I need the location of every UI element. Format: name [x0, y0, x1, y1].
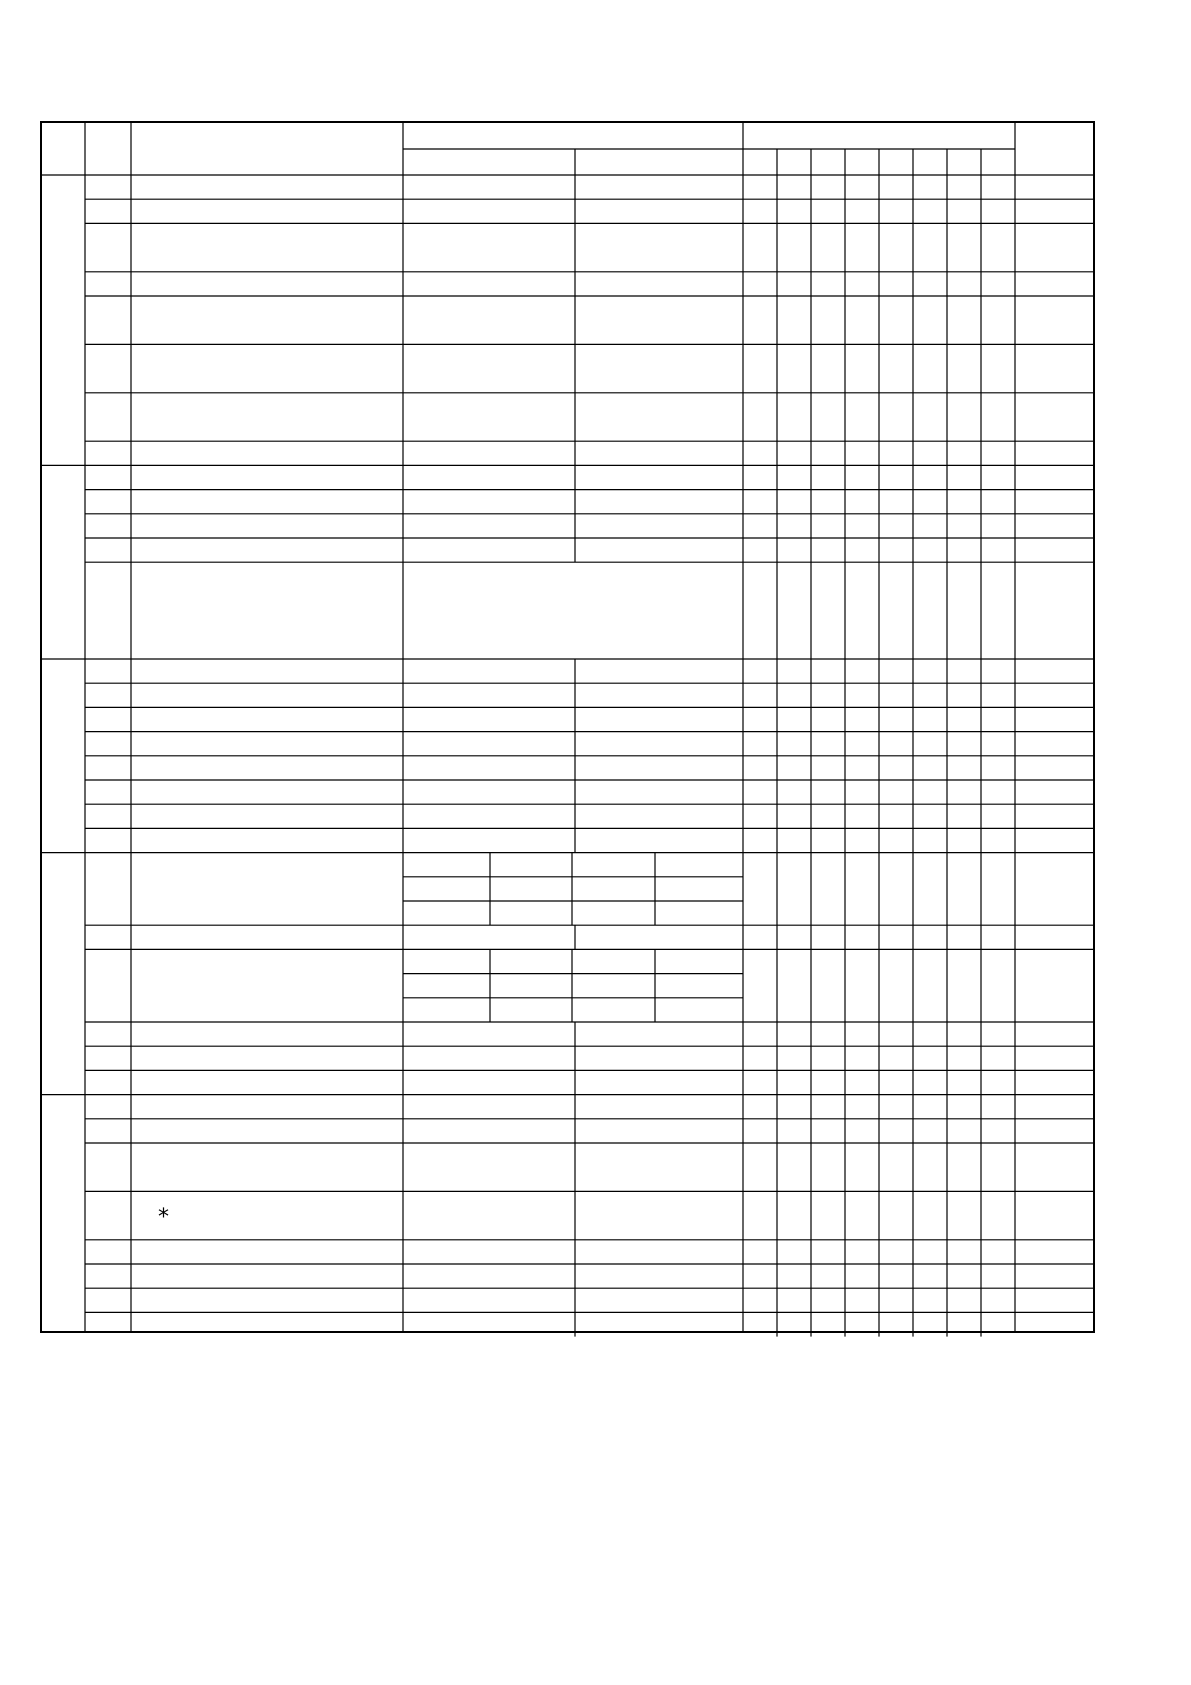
asterisk-mark: ⁎: [158, 1198, 169, 1223]
table-border: [41, 122, 1094, 1332]
